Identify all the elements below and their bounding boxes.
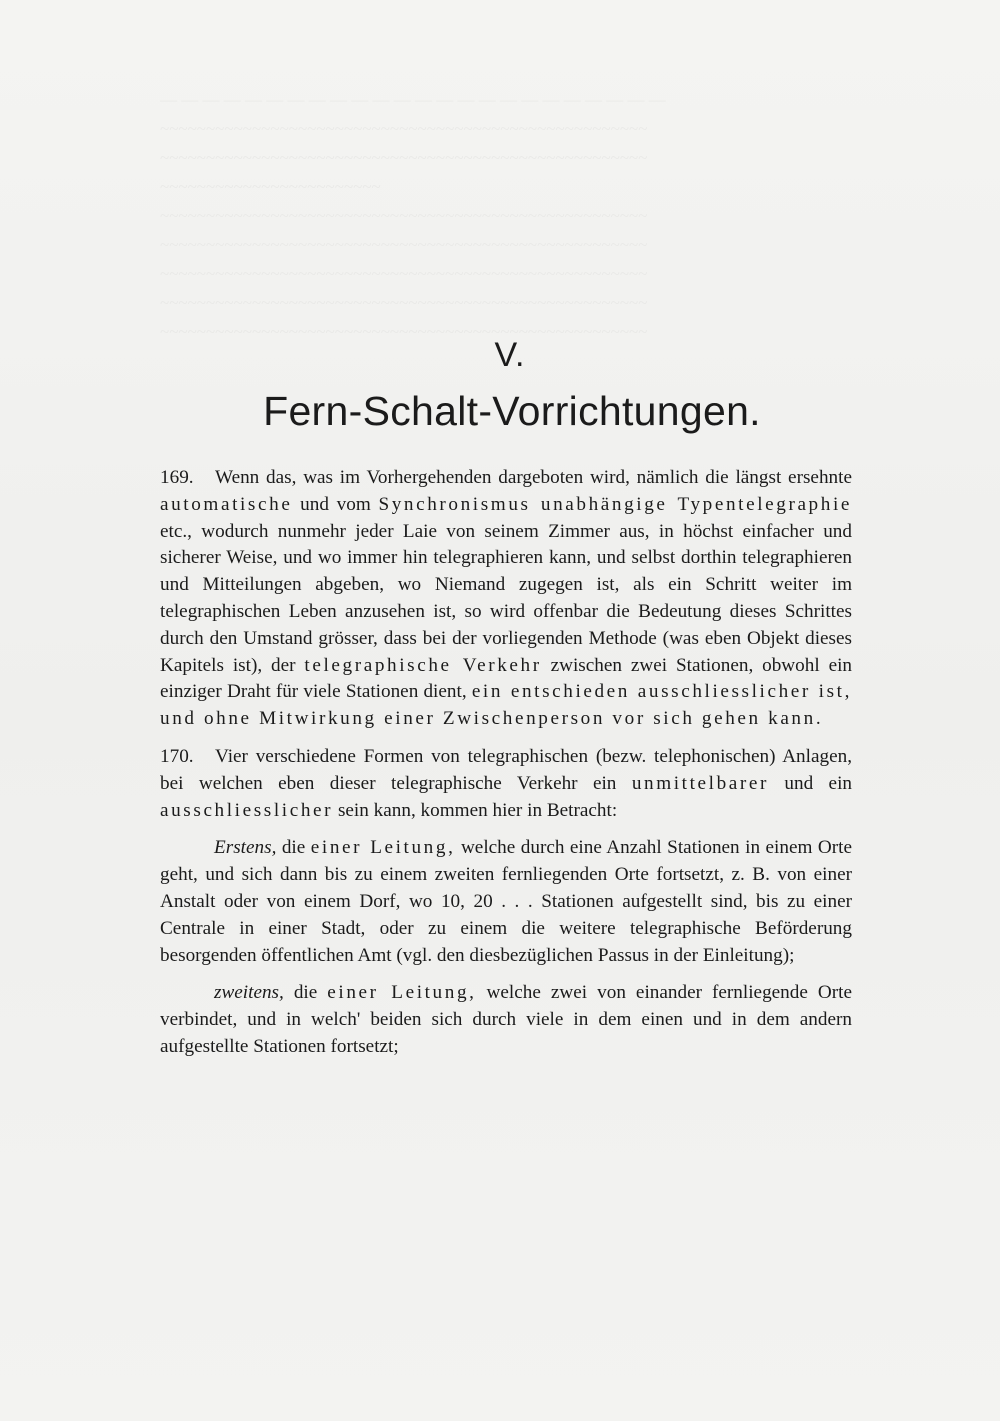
text-run: welche zwei von einander fernliegende Orte verbindet, und in welch' beiden sich durch viele in dem einen und in dem andern aufgestellte Stationen fortsetzt;	[160, 982, 852, 1057]
paragraph-169	[160, 465, 852, 733]
body-text	[160, 465, 852, 1072]
text-run: die	[283, 982, 328, 1004]
paragraph-zweitens	[160, 980, 852, 1060]
italic-lead: Erstens,	[214, 837, 277, 859]
spaced-emphasis: ausschliesslicher	[160, 799, 334, 821]
text-run: und vom	[292, 493, 379, 515]
text-run: welche durch eine Anzahl Stationen in einem Orte geht, und sich dann bis zu einem zweiten fernliegenden Orte fortsetzt, z. B. von einer Anstalt oder von einem Dorf, wo 10, 20 . . . Stationen aufgestellt sind, bis zu einer Centrale in einer Stadt, oder zu einem die weitere telegraphische Beförderung besorgenden öffentlichen Amt (vgl. den diesbezüglichen Passus in der Einleitung);	[160, 837, 852, 966]
text-run: etc., wodurch nunmehr jeder Laie von seinem Zimmer aus, in höchst einfacher und sicherer Weise, und wo immer hin telegraphieren kann, und selbst dorthin telegraphieren und Mitteilungen abgeben, wo Niemand zugegen ist, als ein Schritt weiter im telegraphischen Leben anzusehen ist, so wird offenbar die Bedeutung dieses Schrittes durch den Umstand grösser, dass bei der vorliegenden Methode (was eben Objekt dieses Kapitels ist), der	[160, 520, 852, 676]
spaced-emphasis: einer Leitung,	[327, 982, 477, 1004]
chapter-number: V.	[494, 336, 526, 374]
text-run: die	[276, 837, 311, 859]
paragraph-erstens	[160, 835, 852, 969]
text-run: Vier verschiedene Formen von telegraphischen (bezw. telephonischen) Anlagen, bei welchen eben dieser telegraphische Verkehr ein	[160, 745, 852, 794]
paragraph-170	[160, 744, 852, 824]
spaced-emphasis: ein entschieden ausschliesslicher ist, und ohne Mitwirkung einer Zwischenperson vor sich gehen kann.	[160, 681, 853, 730]
spaced-emphasis: einer Leitung,	[310, 837, 456, 859]
text-run: und ein	[768, 772, 852, 794]
bleed-through-texture: — — — — — — — — — — — — — — — — — — — — — — — — ~~~~~~~~~~~~~~~~~~~~~~~~~~~~~~~~~~~~~~~~~~~~~~~~~~~~~ ~~~~~~~~~~~~~~~~~~~~~~~~~~~~~~~~~~~~~~~~~~~~~~~~~~~~~ ~~~~~~~~~~~~~~~~~~~~~~~~ ~~~~~~~~~~~~~~~~~~~~~~~~~~~~~~~~~~~~~~~~~~~~~~~~~~~~~ ~~~~~~~~~~~~~~~~~~~~~~~~~~~~~~~~~~~~~~~~~~~~~~~~~~~~~ ~~~~~~~~~~~~~~~~~~~~~~~~~~~~~~~~~~~~~~~~~~~~~~~~~~~~~ ~~~~~~~~~~~~~~~~~~~~~~~~~~~~~~~~~~~~~~~~~~~~~~~~~~~~~ ~~~~~~~~~~~~~~~~~~~~~~~~~~~~~~~~~~~~~~~~~~~~~~~~~~~~~	[160, 90, 666, 341]
paragraph-number: 170.	[160, 745, 194, 767]
text-run: Wenn das, was im Vorhergehenden dargeboten wird, nämlich die längst ersehnte	[215, 467, 852, 488]
spaced-emphasis: unmittelbarer	[631, 772, 769, 794]
spaced-emphasis: telegraphische Verkehr	[304, 654, 542, 676]
text-run: zwischen zwei Stationen, obwohl ein einziger Draht für viele Stationen dient,	[160, 654, 853, 703]
spaced-emphasis: Synchronismus unabhängige Typentelegraphie	[378, 493, 852, 515]
text-run: sein kann, kommen hier in Betracht:	[333, 799, 618, 821]
paragraph-number: 169.	[160, 467, 194, 488]
spaced-emphasis: automatische	[160, 493, 293, 515]
chapter-title: Fern-Schalt-Vorrichtungen.	[263, 388, 761, 434]
italic-lead: zweitens,	[214, 982, 284, 1004]
